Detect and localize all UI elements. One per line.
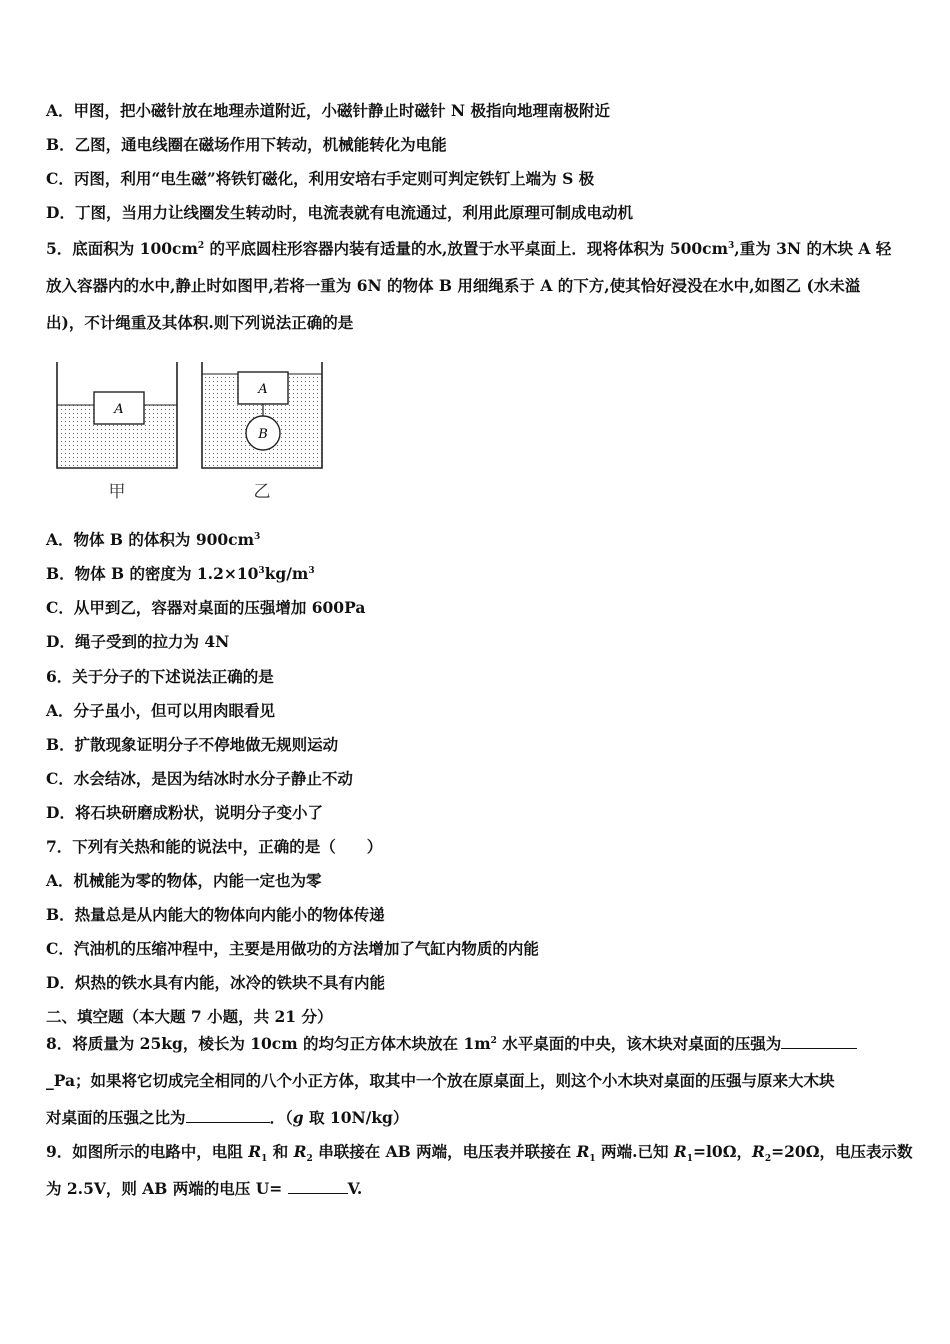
q5-stem-line1: 5．底面积为 $100cm^2$ 的平底圆柱形容器内装有适量的水,放置于水平桌面上．现将体积为 $500cm^3$,重为 3N 的木块 A 轻 (46, 239, 892, 258)
q5-option-b: B．物体 B 的密度为 $1.2\times 10^3kg/m^3$ (46, 564, 315, 583)
q7-option-a: A．机械能为零的物体，内能一定也为零 (46, 871, 322, 890)
q8-line1: 8．将质量为 25kg，棱长为 10cm 的均匀正方体木块放在 $1m^2$ 水平桌面的中央，该木块对桌面的压强为 (46, 1034, 857, 1054)
q7-option-c: C．汽油机的压缩冲程中，主要是用做功的方法增加了气缸内物质的内能 (46, 939, 539, 958)
q8-blank-2[interactable] (186, 1108, 270, 1123)
ball-b-label: B (258, 427, 268, 442)
q4-option-a: A．甲图，把小磁针放在地理赤道附近，小磁针静止时磁针 N 极指向地理南极附近 (46, 101, 610, 120)
q6-option-d: D．将石块研磨成粉状，说明分子变小了 (46, 803, 323, 822)
q4-option-b: B．乙图，通电线圈在磁场作用下转动，机械能转化为电能 (46, 135, 447, 154)
q6-option-b: B．扩散现象证明分子不停地做无规则运动 (46, 735, 339, 754)
q6-option-c: C．水会结冰，是因为结冰时水分子静止不动 (46, 769, 353, 788)
q5-option-d: D．绳子受到的拉力为 4N (46, 632, 230, 651)
q5-option-c: C．从甲到乙，容器对桌面的压强增加 600Pa (46, 598, 366, 617)
q9-line1: 9．如图所示的电路中，电阻 $R_1$ 和 $R_2$ 串联接在 AB 两端，电压表并联接在 $R_1$ 两端.已知 $R_1=l0\Omega$，$R_2=20\Omega$，电压表示数 (46, 1142, 913, 1165)
caption-yi: 乙 (253, 482, 271, 502)
q4-option-c: C．丙图，利用“电生磁”将铁钉磁化，利用安培右手定则可判定铁钉上端为 S 极 (46, 169, 595, 188)
q5-stem-line3: 出)，不计绳重及其体积.则下列说法正确的是 (46, 313, 354, 332)
q5-option-a: A．物体 B 的体积为 $900cm^3$ (46, 530, 261, 549)
block-a-left-label: A (114, 402, 124, 417)
q8-line2: _Pa；如果将它切成完全相同的八个小正方体，取其中一个放在原桌面上，则这个小木块对桌面的压强与原来大木块 (46, 1071, 835, 1090)
q5-stem-line2: 放入容器内的水中,静止时如图甲,若将一重为 6N 的物体 B 用细绳系于 A 的下方,使其恰好浸没在水中,如图乙 (水未溢 (46, 276, 861, 295)
q9-line2: 为 2.5V，则 AB 两端的电压 U= V. (46, 1179, 363, 1198)
q8-line3: 对桌面的压强之比为 ．（g 取 10N/kg） (46, 1108, 409, 1127)
q7-option-b: B．热量总是从内能大的物体向内能小的物体传递 (46, 905, 385, 924)
q9-blank[interactable] (288, 1179, 348, 1194)
q4-option-d: D．丁图，当用力让线圈发生转动时，电流表就有电流通过，利用此原理可制成电动机 (46, 203, 633, 222)
q7-option-d: D．炽热的铁水具有内能，冰冷的铁块不具有内能 (46, 973, 385, 992)
q7-stem: 7．下列有关热和能的说法中，正确的是（ ） (46, 837, 383, 856)
q5-figure (52, 360, 332, 505)
q6-stem: 6．关于分子的下述说法正确的是 (46, 667, 274, 686)
section-heading: 二、填空题（本大题 7 小题，共 21 分） (46, 1007, 333, 1026)
caption-jia: 甲 (108, 482, 126, 502)
block-a-right-label: A (258, 382, 268, 397)
q6-option-a: A．分子虽小，但可以用肉眼看见 (46, 701, 276, 720)
q8-blank-1[interactable] (781, 1034, 857, 1049)
